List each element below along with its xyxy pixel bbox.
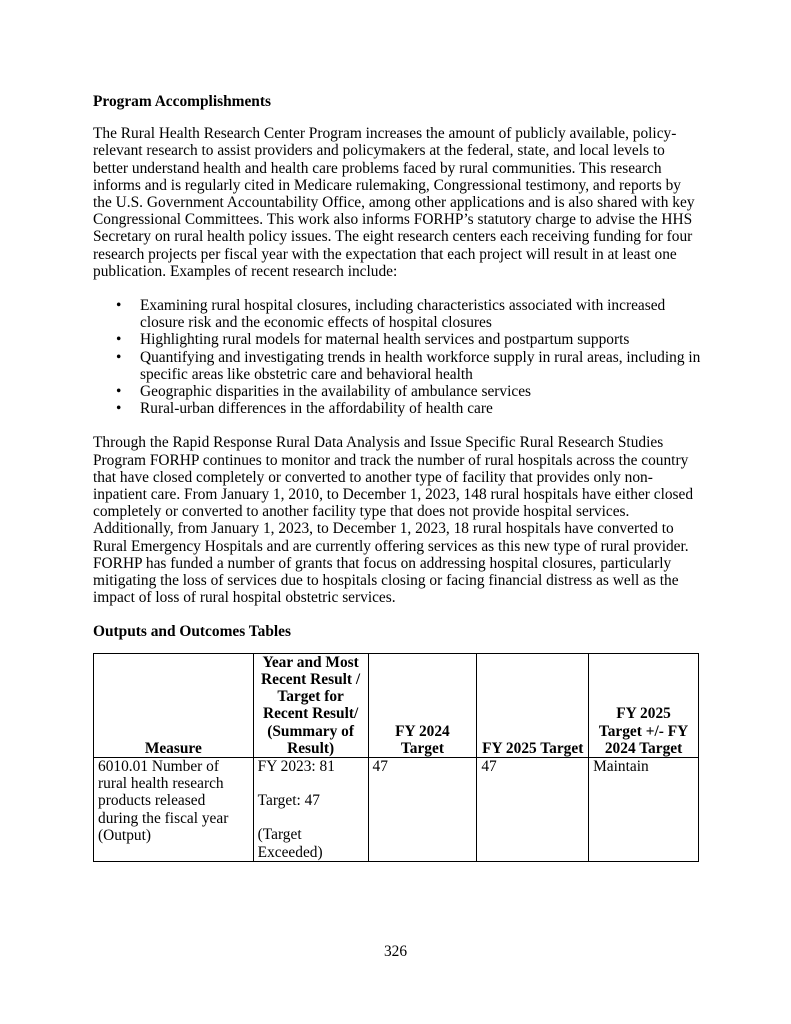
result-value: FY 2023: 81 bbox=[257, 757, 335, 775]
list-item: • Quantifying and investigating trends in health workforce supply in rural areas, including in specific areas like obstetric care and behavioral health bbox=[116, 348, 701, 383]
list-item-text: Highlighting rural models for maternal health services and postpartum supports bbox=[140, 331, 630, 349]
cell-measure: 6010.01 Number of rural health research products released during the fiscal year (Output) bbox=[94, 757, 254, 861]
list-item: • Geographic disparities in the availability of ambulance services bbox=[116, 383, 532, 401]
outcomes-table bbox=[93, 653, 699, 862]
cell-diff: Maintain bbox=[589, 757, 699, 861]
list-item-text: Quantifying and investigating trends in health workforce supply in rural areas, including in specific areas like obstetric care and behavioral health bbox=[140, 348, 701, 383]
header-measure: Measure bbox=[94, 653, 254, 757]
list-item-text: Geographic disparities in the availability of ambulance services bbox=[140, 383, 532, 401]
list-item-text: Examining rural hospital closures, including characteristics associated with increased closure risk and the economic effects of hospital closures bbox=[140, 297, 666, 332]
list-item: • Examining rural hospital closures, including characteristics associated with increased closure risk and the economic effects of hospital closures bbox=[116, 297, 666, 332]
list-item: • Rural-urban differences in the affordability of health care bbox=[116, 400, 493, 418]
cell-recent-result bbox=[253, 757, 368, 861]
page-number: 326 bbox=[383, 943, 408, 960]
list-item-text: Rural-urban differences in the affordability of health care bbox=[140, 400, 493, 418]
section-heading-outputs: Outputs and Outcomes Tables bbox=[93, 623, 291, 641]
result-summary: (Target Exceeded) bbox=[257, 826, 323, 861]
table-header-row bbox=[94, 653, 699, 757]
result-target: Target: 47 bbox=[257, 792, 320, 810]
table-row bbox=[94, 757, 699, 861]
header-fy2024-target: FY 2024 Target bbox=[368, 653, 477, 757]
cell-fy2025: 47 bbox=[477, 757, 589, 861]
research-bullet-list bbox=[93, 297, 701, 417]
cell-fy2024: 47 bbox=[368, 757, 477, 861]
header-target-diff: FY 2025 Target +/- FY 2024 Target bbox=[589, 653, 699, 757]
paragraph-hospital-closures: Through the Rapid Response Rural Data Analysis and Issue Specific Rural Research Studies Program FORHP continues to monitor and track the number of rural hospitals across the country that have closed completely or converted to another type of facility that provides only non-inpatient care. From January 1, 2010, to December 1, 2023, 148 rural hospitals have either closed completely or converted to another facility type that does not provide hospital services. Additionally, from January 1, 2023, to December 1, 2023, 18 rural hospitals have converted to Rural Emergency Hospitals and are currently offering services as this new type of rural provider. FORHP has funded a number of grants that focus on addressing hospital closures, particularly mitigating the loss of services due to hospitals closing or facing financial distress as well as the impact of loss of rural hospital obstetric services. bbox=[93, 434, 694, 607]
document-page bbox=[93, 93, 701, 862]
list-item: • Highlighting rural models for maternal health services and postpartum supports bbox=[116, 331, 630, 349]
header-fy2025-target: FY 2025 Target bbox=[477, 653, 589, 757]
paragraph-intro: The Rural Health Research Center Program increases the amount of publicly available, policy-relevant research to assist providers and policymakers at the federal, state, and local levels to better understand health and health care problems faced by rural communities. This research informs and is regularly cited in Medicare rulemaking, Congressional testimony, and reports by the U.S. Government Accountability Office, among other applications and is also shared with key Congressional Committees. This work also informs FORHP’s statutory charge to advise the HHS Secretary on rural health policy issues. The eight research centers each receiving funding for four research projects per fiscal year with the expectation that each project will result in at least one publication. Examples of recent research include: bbox=[93, 125, 695, 280]
header-recent-result: Year and Most Recent Result / Target for Recent Result/ (Summary of Result) bbox=[253, 653, 368, 757]
section-heading-accomplishments: Program Accomplishments bbox=[93, 93, 271, 110]
